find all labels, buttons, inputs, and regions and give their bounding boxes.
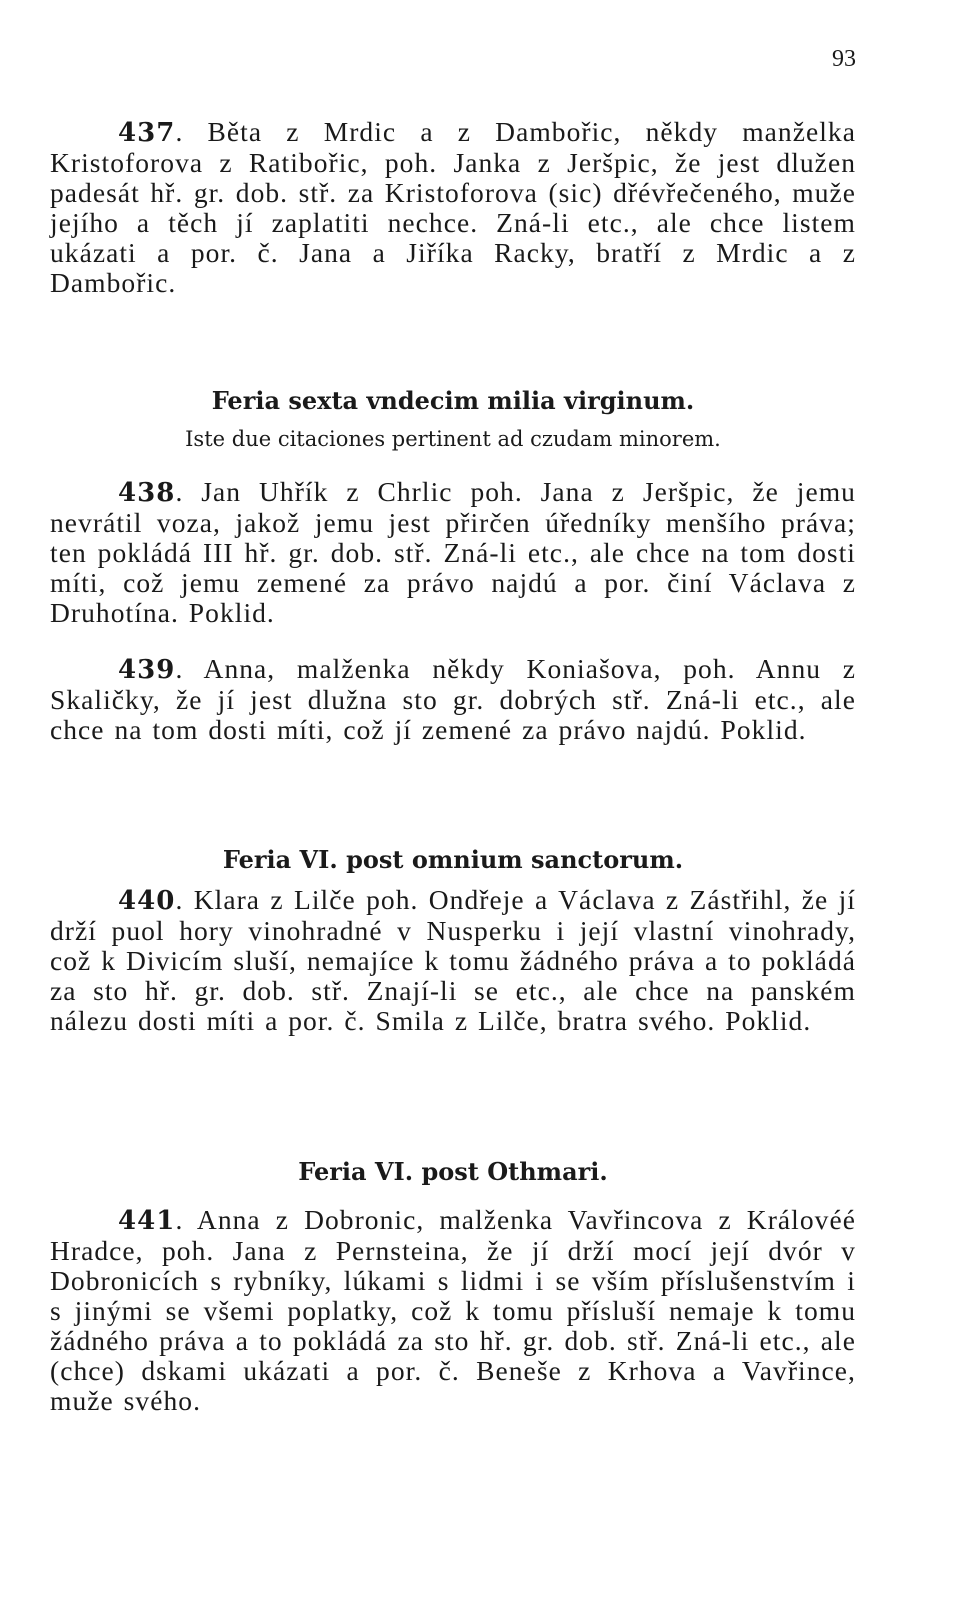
entry-number: 439 xyxy=(118,655,176,685)
entry-text: Běta z Mrdic a z Dambořic, někdy manželka Kristoforova z Ratibořic, poh. Janka z Jeršpic, že jest dlužen padesát hř. gr. dob. stř. za Kristoforova (sic) dřévřečeného, muže jejího a těch jí zaplatiti nechce. Zná-li etc., ale chce listem ukázati a por. č. Jana a Jiříka Racky, bratří z Mrdic a z Dambořic. xyxy=(50,116,856,298)
entry-440: 440. Klara z Lilče poh. Ondřeje a Václava z Zástřihl, že jí drží puol hory vinohradné v Nusperku i její vlastní vinohrady, což k Divicím sluší, nemajíce k tomu žádného práva a to pokládá za sto hř. gr. dob. stř. Znají-li se etc., ale chce na panském nálezu dosti míti a por. č. Smila z Lilče, bratra svého. Poklid. xyxy=(50,884,856,1036)
entry-437: 437. Běta z Mrdic a z Dambořic, někdy manželka Kristoforova z Ratibořic, poh. Janka z Jeršpic, že jest dlužen padesát hř. gr. dob. stř. za Kristoforova (sic) dřévřečeného, muže jejího a těch jí zaplatiti nechce. Zná-li etc., ale chce listem ukázati a por. č. Jana a Jiříka Racky, bratří z Mrdic a z Dambořic. xyxy=(50,116,856,298)
entry-439: 439. Anna, malženka někdy Koniašova, poh. Annu z Skaličky, že jí jest dlužna sto gr. dobrých stř. Zná-li etc., ale chce na tom dosti míti, což jí zemené za právo najdú. Poklid. xyxy=(50,653,856,745)
entry-text: Klara z Lilče poh. Ondřeje a Václava z Zástřihl, že jí drží puol hory vinohradné v Nusperku i její vlastní vinohrady, což k Divicím sluší, nemajíce k tomu žádného práva a to pokládá za sto hř. gr. dob. stř. Znají-li se etc., ale chce na panském nálezu dosti míti a por. č. Smila z Lilče, bratra svého. Poklid. xyxy=(50,884,856,1036)
entry-text: Anna z Dobronic, malženka Vavřincova z Královéé Hradce, poh. Jana z Pernsteina, že jí drží mocí její dvór v Dobronicích s rybníky, lúkami s lidmi i se vším příslušenstvím i s jinými se všemi poplatky, což k tomu přísluší nemaje k tomu žádného práva a to pokládá za sto hř. gr. dob. stř. Zná-li etc., ale (chce) dskami ukázati a por. č. Beneše z Krhova a Vavřince, muže svého. xyxy=(50,1204,856,1416)
section-heading: Feria VI. post omnium sanctorum. xyxy=(222,845,684,874)
entry-text: Anna, malženka někdy Koniašova, poh. Annu z Skaličky, že jí jest dlužna sto gr. dobrých stř. Zná-li etc., ale chce na tom dosti míti, což jí zemené za právo najdú. Poklid. xyxy=(50,653,856,745)
section-heading: Feria sexta vndecim milia virginum. xyxy=(211,386,695,415)
page-number: 93 xyxy=(832,46,856,72)
entry-number: 437 xyxy=(118,118,176,148)
entry-441: 441. Anna z Dobronic, malženka Vavřincova z Královéé Hradce, poh. Jana z Pernsteina, že jí drží mocí její dvór v Dobronicích s rybníky, lúkami s lidmi i se vším příslušenstvím i s jinými se všemi poplatky, což k tomu přísluší nemaje k tomu žádného práva a to pokládá za sto hř. gr. dob. stř. Zná-li etc., ale (chce) dskami ukázati a por. č. Beneše z Krhova a Vavřince, muže svého. xyxy=(50,1204,856,1416)
entry-438: 438. Jan Uhřík z Chrlic poh. Jana z Jeršpic, že jemu nevrátil voza, jakož jemu jest přirčen úředníky menšího práva; ten pokládá III hř. gr. dob. stř. Zná-li etc., ale chce na tom dosti míti, což jemu zemené za právo najdú a por. činí Václava z Druhotína. Poklid. xyxy=(50,476,856,628)
entry-text: Jan Uhřík z Chrlic poh. Jana z Jeršpic, že jemu nevrátil voza, jakož jemu jest přirčen úředníky menšího práva; ten pokládá III hř. gr. dob. stř. Zná-li etc., ale chce na tom dosti míti, což jemu zemené za právo najdú a por. činí Václava z Druhotína. Poklid. xyxy=(50,476,856,628)
entry-number: 441 xyxy=(118,1206,176,1236)
section-heading: Feria VI. post Othmari. xyxy=(298,1157,608,1186)
section-subheading: Iste due citaciones pertinent ad czudam minorem. xyxy=(185,427,721,451)
entry-number: 438 xyxy=(118,478,176,508)
entry-number: 440 xyxy=(118,886,176,916)
